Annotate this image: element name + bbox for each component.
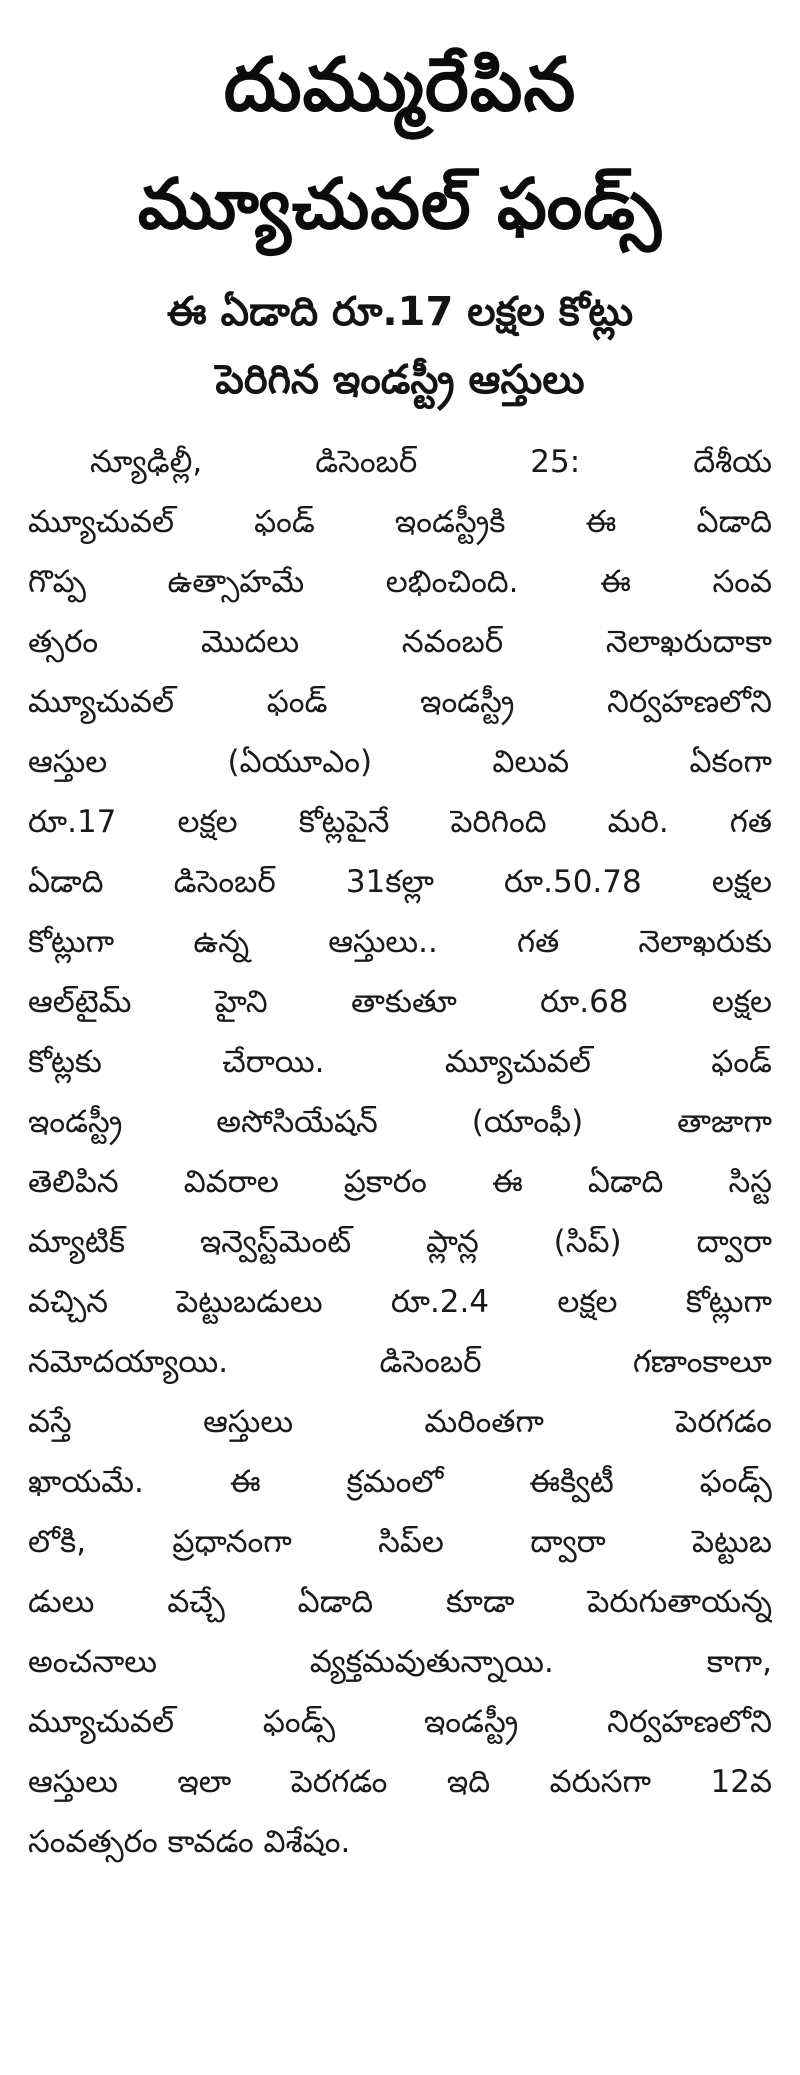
body-line: తెలిపిన వివరాల ప్రకారం ఈ ఏడాది సిస్ట (28, 1164, 772, 1200)
article-body (28, 432, 772, 1872)
headline (28, 30, 772, 260)
body-line: మ్యూచువల్ ఫండ్ ఇండస్ట్రీ నిర్వహణలోని (28, 684, 772, 720)
body-line: ఆల్‌టైమ్ హైని తాకుతూ రూ.68 లక్షల (28, 984, 772, 1020)
body-line: కోట్లకు చేరాయి. మ్యూచువల్ ఫండ్ (28, 1044, 772, 1080)
body-line: కోట్లుగా ఉన్న ఆస్తులు.. గత నెలాఖరుకు (28, 924, 772, 960)
subheadline-line-2: పెరిగిన ఇండస్ట్రీ ఆస్తులు (215, 357, 585, 403)
body-line: ఖాయమే. ఈ క్రమంలో ఈక్విటీ ఫండ్స్ (28, 1464, 772, 1500)
body-line: మ్యూచువల్ ఫండ్ ఇండస్ట్రీకి ఈ ఏడాది (28, 504, 772, 540)
body-line: సంవత్సరం కావడం విశేషం. (28, 1824, 351, 1860)
subheadline-line-1: ఈ ఏడాది రూ.17 లక్షల కోట్లు (166, 289, 634, 335)
body-line: రూ.17 లక్షల కోట్లపైనే పెరిగింది మరి. గత (28, 804, 772, 840)
body-line: మ్యాటిక్ ఇన్వెస్ట్‌మెంట్ ప్లాన్ల (సిప్) ద్వారా (28, 1224, 772, 1260)
body-line: త్సరం మొదలు నవంబర్ నెలాఖరుదాకా (28, 624, 772, 660)
body-line: ఆస్తుల (ఏయూఎం) విలువ ఏకంగా (28, 744, 772, 780)
body-line: గొప్ప ఉత్సాహమే లభించింది. ఈ సంవ (28, 564, 772, 600)
body-line: అంచనాలు వ్యక్తమవుతున్నాయి. కాగా, (28, 1644, 772, 1680)
body-line: ఆస్తులు ఇలా పెరగడం ఇది వరుసగా 12వ (28, 1764, 772, 1800)
body-line: వస్తే ఆస్తులు మరింతగా పెరగడం (28, 1404, 772, 1440)
body-line: నమోదయ్యాయి. డిసెంబర్ గణాంకాలూ (28, 1344, 772, 1380)
body-line: ఏడాది డిసెంబర్ 31కల్లా రూ.50.78 లక్షల (28, 864, 772, 900)
body-line: లోకి, ప్రధానంగా సిప్‌ల ద్వారా పెట్టుబ (28, 1524, 772, 1560)
body-line: న్యూఢిల్లీ, డిసెంబర్ 25: దేశీయ (90, 444, 772, 480)
body-line: ఇండస్ట్రీ అసోసియేషన్ (యాంఫీ) తాజాగా (28, 1104, 772, 1140)
body-line: వచ్చిన పెట్టుబడులు రూ.2.4 లక్షల కోట్లుగా (28, 1284, 772, 1320)
body-line: మ్యూచువల్ ఫండ్స్ ఇండస్ట్రీ నిర్వహణలోని (28, 1704, 772, 1740)
headline-line-2: మ్యూచువల్ ఫండ్స్ (137, 163, 663, 245)
headline-line-1: దుమ్మురేపిన (223, 42, 577, 128)
body-line: డులు వచ్చే ఏడాది కూడా పెరుగుతాయన్న (28, 1584, 772, 1620)
subheadline (28, 278, 772, 414)
